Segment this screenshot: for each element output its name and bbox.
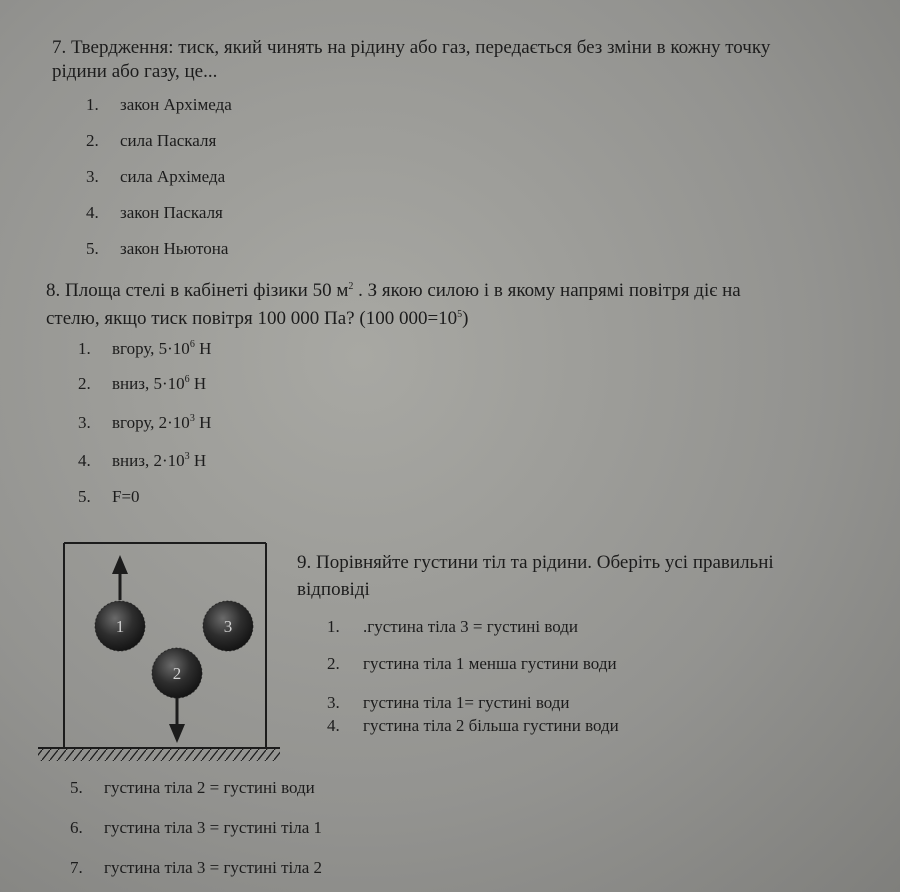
option-number: 4. <box>86 203 99 222</box>
option-text: сила Архімеда <box>120 167 226 186</box>
q8-option-4[interactable] <box>78 451 206 471</box>
option-text: закон Архімеда <box>120 95 232 114</box>
option-number: 5. <box>70 778 83 797</box>
option-number: 1. <box>327 617 340 636</box>
ball-2-label: 2 <box>172 664 182 683</box>
option-text: густина тіла 1 менша густини води <box>363 654 617 673</box>
question-9-line2: відповіді <box>297 579 370 600</box>
question-7-line2: рідини або газу, це... <box>52 61 218 82</box>
option-number: 1. <box>86 95 99 114</box>
q9-option-3[interactable] <box>327 693 570 713</box>
q8-line2-rest: ) <box>462 308 469 329</box>
ball-1 <box>95 601 145 651</box>
option-unit: Н <box>189 451 207 470</box>
q8-line2-text: стелю, якщо тиск повітря 100 000 Па? (100 000=10 <box>46 308 458 329</box>
q9-option-5[interactable] <box>70 778 315 798</box>
q7-option-4[interactable] <box>86 203 223 223</box>
q9-option-1[interactable] <box>327 617 578 637</box>
option-sup: 6 <box>189 339 195 350</box>
option-number: 7. <box>70 858 83 877</box>
option-text: вгору, 2·10 <box>112 413 190 432</box>
option-unit: Н <box>194 413 212 432</box>
option-sup: 6 <box>184 374 190 385</box>
option-text: густина тіла 3 = густині тіла 2 <box>104 858 323 877</box>
vessel <box>38 543 280 748</box>
option-text: вгору, 5·10 <box>112 339 190 358</box>
q8-option-3[interactable] <box>78 413 211 433</box>
option-number: 2. <box>78 374 91 393</box>
question-8-line2 <box>46 303 741 331</box>
option-unit: Н <box>194 339 212 358</box>
option-text: вниз, 2·10 <box>112 451 185 470</box>
question-8-line1 <box>46 275 741 303</box>
ball-2 <box>152 648 202 698</box>
option-text: закон Ньютона <box>120 239 229 258</box>
q8-line1-sup: 2 <box>348 281 354 292</box>
option-number: 3. <box>86 167 99 186</box>
option-text: закон Паскаля <box>120 203 223 222</box>
option-number: 6. <box>70 818 83 837</box>
option-text: густина тіла 3 = густині тіла 1 <box>104 818 323 837</box>
arrow-up-icon <box>112 555 128 600</box>
option-number: 5. <box>86 239 99 258</box>
q8-option-2[interactable] <box>78 374 206 394</box>
option-number: 4. <box>327 716 340 735</box>
q9-option-4[interactable] <box>327 716 619 736</box>
option-number: 2. <box>327 654 340 673</box>
q9-option-2[interactable] <box>327 654 617 674</box>
q7-option-3[interactable] <box>86 167 225 187</box>
ball-3 <box>203 601 253 651</box>
option-number: 3. <box>327 693 340 712</box>
option-number: 5. <box>78 487 91 506</box>
ball-1-label: 1 <box>115 617 125 636</box>
option-text: густина тіла 2 = густині води <box>104 778 315 797</box>
q7-option-2[interactable] <box>86 131 216 151</box>
option-text: сила Паскаля <box>120 131 217 150</box>
q8-line1-text: 8. Площа стелі в кабінеті фізики 50 м <box>46 280 349 301</box>
option-sup: 3 <box>189 413 195 424</box>
question-7 <box>52 36 770 84</box>
option-number: 2. <box>86 131 99 150</box>
option-text: .густина тіла 3 = густині води <box>363 617 578 636</box>
option-text: густина тіла 1= густині води <box>363 693 570 712</box>
option-text: вниз, 5·10 <box>112 374 185 393</box>
question-8 <box>46 275 741 331</box>
q9-option-7[interactable] <box>70 858 322 878</box>
q8-line1-rest: . З якою силою і в якому напрямі повітря діє на <box>353 280 741 301</box>
q7-option-1[interactable] <box>86 95 232 115</box>
q8-line2-sup: 5 <box>457 309 463 320</box>
q9-option-6[interactable] <box>70 818 322 838</box>
density-figure <box>34 540 284 765</box>
arrow-down-icon <box>169 698 185 743</box>
option-text: густина тіла 2 більша густини води <box>363 716 619 735</box>
q8-option-5[interactable] <box>78 487 140 507</box>
q8-option-1[interactable] <box>78 339 211 359</box>
option-number: 1. <box>78 339 91 358</box>
question-9 <box>297 549 774 603</box>
option-unit: Н <box>189 374 207 393</box>
option-sup: 3 <box>184 451 190 462</box>
option-number: 4. <box>78 451 91 470</box>
option-text: F=0 <box>112 487 140 506</box>
ball-3-label: 3 <box>223 617 233 636</box>
q7-option-5[interactable] <box>86 239 228 259</box>
question-7-line1: 7. Твердження: тиск, який чинять на рідину або газ, передається без зміни в кожну точку <box>52 37 771 58</box>
question-9-line1: 9. Порівняйте густини тіл та рідини. Оберіть усі правильні <box>297 552 774 573</box>
ground-hatching <box>38 749 280 761</box>
option-number: 3. <box>78 413 91 432</box>
